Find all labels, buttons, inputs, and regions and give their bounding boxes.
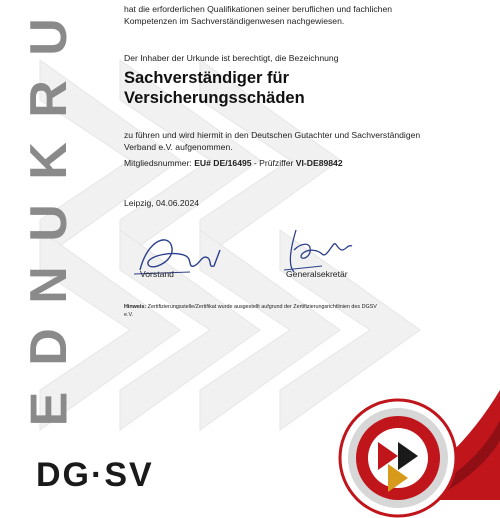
certification-note — [124, 303, 384, 319]
watermark-letter: R — [20, 80, 78, 118]
title-line-1: Sachverständiger für — [124, 69, 290, 87]
verification-seal — [338, 398, 458, 518]
place-and-date: Leipzig, 04.06.2024 — [124, 198, 200, 208]
member-number: EU# DE/16495 — [194, 158, 252, 168]
watermark-letter: N — [20, 266, 78, 304]
signature-label-secretary: Generalsekretär — [286, 269, 348, 279]
dgsv-logo: DG·SV — [36, 456, 154, 494]
qualification-text: hat die erforderlichen Qualifikationen seiner beruflichen und fachlichen Kompetenzen im Sachverständigenwesen nachgewiesen. — [124, 3, 393, 26]
holder-entitlement-text: Der Inhaber der Urkunde ist berechtigt, die Bezeichnung — [124, 52, 339, 63]
signature-label-board: Vorstand — [140, 269, 174, 279]
watermark-letter: E — [20, 391, 78, 427]
membership-text: zu führen und wird hiermit in den Deutschen Gutachter und Sachverständigen Verband e.V. aufgenommen. — [124, 129, 421, 152]
note-text: Zertifizierungsstelle/Zertifikat wurde ausgestellt aufgrund der Zertifizierungsrichtlinien des DGSV e.V. — [124, 304, 377, 318]
watermark-letter: U — [20, 18, 78, 56]
watermark-letter: K — [20, 142, 78, 180]
check-digit: VI-DE89842 — [295, 158, 343, 168]
note-label: Hinweis: — [124, 304, 147, 310]
member-number-line — [124, 158, 343, 168]
watermark-letter: D — [20, 328, 78, 366]
member-number-label: Mitgliedsnummer: — [124, 158, 195, 168]
check-digit-label: - Prüfziffer — [251, 158, 296, 168]
title-line-2: Versicherungsschäden — [124, 89, 305, 107]
watermark-letter: U — [20, 204, 78, 242]
urkunde-watermark-word — [20, 6, 78, 440]
certificate-title — [124, 68, 305, 108]
